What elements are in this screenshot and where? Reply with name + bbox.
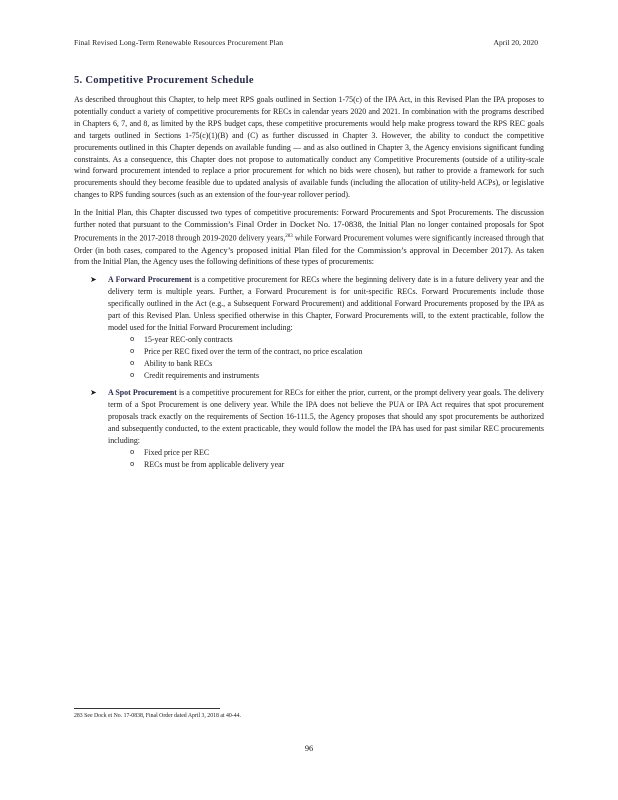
docket-reference: Commission’s Final Order in Docket No. 17-0838, <box>184 219 364 230</box>
paragraph-text: the Initial Plan no longer contained proposals for Spot Procurements in the 2017-2018 through 2019-2020 delivery years, <box>74 220 544 243</box>
paragraph-text: As taken from the Initial Plan, the Agency uses the following definitions of these types of procurements: <box>74 245 544 267</box>
definition-text: is a competitive procurement for RECs where the beginning delivery date is in a future delivery year and the delivery term is multiple years. Further, a Forward Procurement is for unit-specific RECs. Forward Procurements include those specifically outlined in the Act (e.g., a Subsequent Forward Procurement) and additional Forward Procurements proposed by the IPA as part of this Revised Plan. Unless specified otherwise in this Chapter, Forward Procurements will, to the extent practicable, follow the model used for the Initial Forward Procurement including: <box>108 275 544 332</box>
circle-bullet-icon: o <box>130 370 135 379</box>
agency-plan-reference: the Agency’s proposed initial Plan filed for the Commission’s approval in December 2017). <box>187 244 513 255</box>
list-item <box>130 459 544 471</box>
list-item <box>130 358 544 370</box>
circle-bullet-icon: o <box>130 459 135 468</box>
list-item-text: Price per REC fixed over the term of the contract, no price escalation <box>144 346 363 356</box>
circle-bullet-icon: o <box>130 358 135 367</box>
definition-term: A Forward Procurement <box>108 275 192 285</box>
spot-procurement-features <box>108 447 544 471</box>
forward-procurement-features <box>108 334 544 382</box>
arrow-bullet-icon: ➤ <box>90 388 97 398</box>
list-item <box>130 346 544 358</box>
list-item-text: Ability to bank RECs <box>144 358 213 368</box>
definition-text: is a competitive procurement for RECs for either the prior, current, or the prompt delivery year goals. The delivery term of a Spot Procurement is one delivery year. While the IPA does not believe the PUA or IPA Act requires that spot procurement proposals track exactly on the requirements of Section 16-111.5, the Agency proposes that should any spot procurements be authorized and subsequently conducted, to the extent practicable, they would follow the model the IPA has used for past similar REC procurements including: <box>108 388 544 446</box>
definition-spot-procurement <box>74 387 544 470</box>
definition-term: A Spot Procurement <box>108 388 177 398</box>
circle-bullet-icon: o <box>130 346 135 355</box>
paragraph-text: while Forward Procurement volumes were significantly increased through that Order (in both cases, compared to <box>74 233 544 255</box>
page-number: 96 <box>304 744 314 753</box>
paragraph-intro: As described throughout this Chapter, to help meet RPS goals outlined in Section 1-75(c) of the IPA Act, in this Revised Plan the IPA proposes to potentially conduct a variety of competitive procurements for RECs in calendar years 2020 and 2021. In combination with the programs described in Chapters 6, 7, and 8, as limited by the RPS budget caps, these competitive procurements would help make progress toward the RPS REC goals and targets outlined in Sections 1-75(c)(1)(B) and (C) as further discussed in Chapter 3. However, the ability to conduct the competitive procurements outlined in this Chapter depends on available funding — and as also outlined in Chapter 3, the Agency envisions significant funding constraints. As a consequence, this Chapter does not propose to automatically conduct any Competitive Procurements (outside of a utility-scale wind forward procurement intended to replace a prior procurement for which no bids were chosen), but rather to provide a framework for such procurements should they become feasible due to updated analysis of available funds (including the allocation of utility-held ACPs), or legislative changes to RPS funding sources (such as an extension of the four-year rollover period). <box>74 95 544 200</box>
circle-bullet-icon: o <box>130 448 135 456</box>
paragraph-text: In the Initial Plan, this Chapter discussed two types of competitive procurements: Forward Procurements and Spot Procurements. The discussion further noted that pursuant to the <box>74 208 544 230</box>
paragraph-procurement-types <box>74 207 544 268</box>
definitions-list <box>74 274 544 471</box>
header-date: April 20, 2020 <box>493 38 538 47</box>
list-item <box>130 370 544 382</box>
list-item <box>130 447 544 459</box>
list-item-text: 15-year REC-only contracts <box>144 334 233 344</box>
section-title: 5. Competitive Procurement Schedule <box>74 75 254 86</box>
footnote-marker[interactable]: 283 <box>285 233 293 239</box>
list-item-text: Credit requirements and instruments <box>144 370 260 380</box>
document-body <box>74 94 544 477</box>
definition-forward-procurement <box>74 274 544 381</box>
arrow-bullet-icon: ➤ <box>90 275 97 285</box>
list-item <box>130 334 544 346</box>
footnote: 283 See Dock et No. 17-0838, Final Order dated April 3, 2018 at 40-44. <box>74 713 241 719</box>
list-item-text: Fixed price per REC <box>144 448 210 457</box>
footnote-divider <box>74 708 220 709</box>
list-item-text: RECs must be from applicable delivery year <box>144 459 285 469</box>
header-title: Final Revised Long-Term Renewable Resources Procurement Plan <box>74 38 284 47</box>
circle-bullet-icon: o <box>130 334 135 343</box>
page-header <box>74 38 538 50</box>
